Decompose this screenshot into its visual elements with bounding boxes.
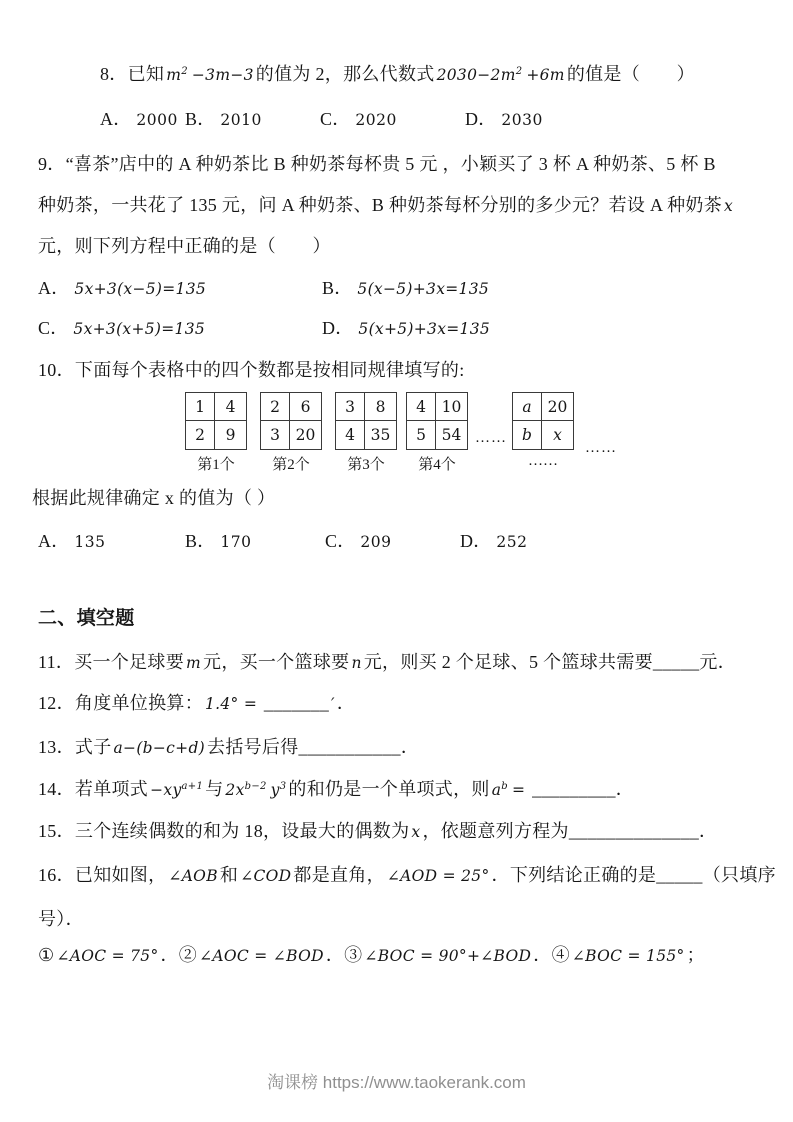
table-cell: 2: [186, 421, 215, 449]
text-run: _______: [259, 693, 330, 713]
ellipsis-end: ……: [585, 440, 617, 456]
question-9-text-line1: [38, 152, 716, 176]
table-cell: 10: [436, 393, 467, 421]
section-2-title: 二、填空题: [38, 608, 135, 629]
option-value: 135: [74, 533, 106, 551]
table-cell: 3: [261, 421, 290, 449]
math-run: $y^3$: [270, 780, 287, 799]
question-10-option-c: [325, 529, 392, 554]
table-label: 第1个: [197, 457, 235, 473]
pattern-tables-strip: [185, 392, 665, 474]
text-run: 15．三个连续偶数的和为 18，设最大的偶数为: [38, 821, 410, 841]
question-10-stem: [38, 358, 465, 382]
question-16-conclusions: [38, 943, 705, 968]
math-run: n: [351, 654, 362, 672]
math-run: ∠COD: [240, 867, 292, 885]
math-run: x: [724, 197, 734, 215]
table-grid: [260, 392, 322, 450]
table-cell: 1: [186, 393, 215, 421]
table-cell: 2: [261, 393, 290, 421]
text-run: 种奶茶，一共花了 135 元，问 A 种奶茶、B 种奶茶每杯分别的多少元？若设 A 种奶茶: [38, 195, 723, 215]
math-run: +6m: [526, 66, 565, 84]
table-label: 第4个: [418, 457, 456, 473]
table-grid: [185, 392, 247, 450]
question-12: [38, 691, 355, 716]
text-run: ；: [686, 945, 705, 965]
text-run: ．④: [533, 945, 570, 965]
table-cell: 3: [336, 393, 365, 421]
question-14: [38, 777, 634, 802]
table-label: ……: [528, 453, 558, 469]
text-run: 的和仍是一个单项式，则: [288, 779, 490, 799]
question-10-option-a: [38, 529, 106, 554]
text-run: ①: [38, 945, 55, 965]
text-run: 13．式子: [38, 737, 112, 757]
option-letter: D．: [465, 109, 497, 129]
question-9-text-line2: [38, 193, 735, 218]
table-cell: 6: [290, 393, 321, 421]
math-run: =: [511, 781, 526, 799]
table-grid: [335, 392, 397, 450]
question-11: [38, 650, 736, 675]
question-16-line2: [38, 907, 84, 931]
question-9-option-a: [38, 276, 206, 301]
pattern-table-4: [406, 392, 468, 474]
text-run: 11．买一个足球要: [38, 652, 185, 672]
option-letter: A．: [100, 109, 132, 129]
table-cell: 8: [365, 393, 396, 421]
table-cell: x: [553, 426, 562, 444]
option-letter: B．: [185, 109, 216, 129]
math-run: $m^2$: [166, 65, 188, 84]
option-value: 5(x−5)+3x=135: [357, 280, 490, 298]
text-run: 元，则下列方程中正确的是（ ）: [38, 236, 331, 256]
text-run: ．下列结论正确的是_____（只填序: [491, 865, 776, 885]
math-run: a−(b−c+d): [113, 739, 206, 757]
math-run: ∠BOC = 155°: [571, 947, 685, 965]
table-cell: 35: [370, 426, 391, 444]
math-run: ∠AOC = 75°: [56, 947, 159, 965]
text-run: 都是直角，: [293, 865, 385, 885]
text-run: 的值为 2，那么代数式: [255, 64, 435, 84]
text-run: 12．角度单位换算：: [38, 693, 203, 713]
option-letter: C．: [325, 531, 356, 551]
footer-site-link[interactable]: 淘课榜 https://www.taokerank.com: [267, 1073, 526, 1092]
table-label: 第2个: [272, 457, 310, 473]
text-run: ，依题意列方程为______________．: [422, 821, 718, 841]
table-cell: 4: [215, 393, 246, 421]
text-run: _________．: [527, 779, 635, 799]
text-run: 16．已知如图，: [38, 865, 167, 885]
question-10-option-d: [460, 529, 528, 554]
math-run: $2030-2m^2$: [436, 65, 523, 84]
option-value: 5x+3(x−5)=135: [74, 280, 207, 298]
math-run: 1.4° =: [205, 695, 258, 713]
question-9-option-c: [38, 316, 205, 341]
math-run: ∠AOB: [168, 867, 218, 885]
pattern-table-2: [260, 392, 322, 474]
table-cell: 4: [336, 421, 365, 449]
question-13: [38, 735, 419, 760]
question-10-followup: [32, 486, 275, 510]
option-value: 170: [220, 533, 252, 551]
table-cell: 9: [225, 426, 236, 444]
option-value: 2000: [136, 111, 178, 129]
question-9-text-line3: [38, 234, 331, 258]
table-cell: 54: [441, 426, 462, 444]
option-value: 2030: [501, 111, 543, 129]
text-run: 元，则买 2 个足球、5 个篮球共需要_____元．: [363, 652, 737, 672]
table-cell: 20: [295, 426, 316, 444]
option-letter: D．: [460, 531, 492, 551]
math-run: ∠AOC = ∠BOD: [199, 947, 324, 965]
text-run: 10．下面每个表格中的四个数都是按相同规律填写的:: [38, 360, 465, 380]
math-run: $2x^{b-2}$: [225, 780, 267, 799]
option-value: 252: [496, 533, 528, 551]
question-10-option-b: [185, 529, 252, 554]
option-letter: B．: [322, 278, 353, 298]
table-label: 第3个: [347, 457, 385, 473]
table-cell: 4: [407, 393, 436, 421]
text-run: 的值是（ ）: [566, 64, 695, 84]
table-cell: a: [513, 393, 542, 421]
math-run: m: [186, 654, 202, 672]
text-run: 和: [219, 865, 239, 885]
table-grid: [512, 392, 574, 450]
math-run: x: [411, 823, 421, 841]
option-letter: C．: [320, 109, 351, 129]
question-8-option-b: [185, 107, 262, 132]
ellipsis-mid: ……: [475, 430, 507, 446]
option-letter: A．: [38, 278, 70, 298]
question-8-stem: [100, 62, 695, 87]
question-8-option-c: [320, 107, 397, 132]
text-run: 8．已知: [100, 64, 165, 84]
math-run: $-xy^{a+1}$: [150, 780, 204, 799]
text-run: 14．若单项式: [38, 779, 149, 799]
table-cell: 5: [407, 421, 436, 449]
math-run: ∠BOC = 90°+∠BOD: [364, 947, 532, 965]
text-run: 号）．: [38, 909, 84, 929]
text-run: ．②: [160, 945, 198, 965]
math-run: ∠AOD = 25°: [386, 867, 490, 885]
option-value: 5(x+5)+3x=135: [358, 320, 491, 338]
question-8-option-a: [100, 107, 178, 132]
text-run: 去括号后得___________．: [207, 737, 420, 757]
question-15: [38, 819, 717, 844]
math-run: −3m−3: [191, 66, 254, 84]
pattern-table-3: [335, 392, 397, 474]
option-value: 2010: [220, 111, 262, 129]
question-16-line1: [38, 863, 776, 888]
table-cell: 20: [542, 393, 573, 421]
text-run: 元，买一个篮球要: [203, 652, 350, 672]
table-grid: [406, 392, 468, 450]
pattern-table-5: [512, 392, 574, 470]
option-letter: C．: [38, 318, 69, 338]
option-value: 5x+3(x+5)=135: [73, 320, 206, 338]
text-run: ．③: [325, 945, 363, 965]
option-value: 2020: [355, 111, 397, 129]
table-cell: b: [513, 421, 542, 449]
math-run: ′: [331, 695, 335, 713]
question-9-option-b: [322, 276, 489, 301]
text-run: ．: [336, 693, 356, 713]
text-run: 与: [205, 779, 224, 799]
question-9-option-d: [322, 316, 490, 341]
math-run: $a^b$: [491, 780, 508, 799]
question-8-option-d: [465, 107, 543, 132]
option-letter: A．: [38, 531, 70, 551]
option-letter: D．: [322, 318, 354, 338]
pattern-table-1: [185, 392, 247, 474]
option-value: 209: [360, 533, 392, 551]
option-letter: B．: [185, 531, 216, 551]
text-run: 9．“喜茶”店中的 A 种奶茶比 B 种奶茶每杯贵 5 元 ，小颖买了 3 杯 A 种奶茶、5 杯 B: [38, 154, 716, 174]
text-run: 根据此规律确定 x 的值为（ ）: [32, 488, 276, 508]
